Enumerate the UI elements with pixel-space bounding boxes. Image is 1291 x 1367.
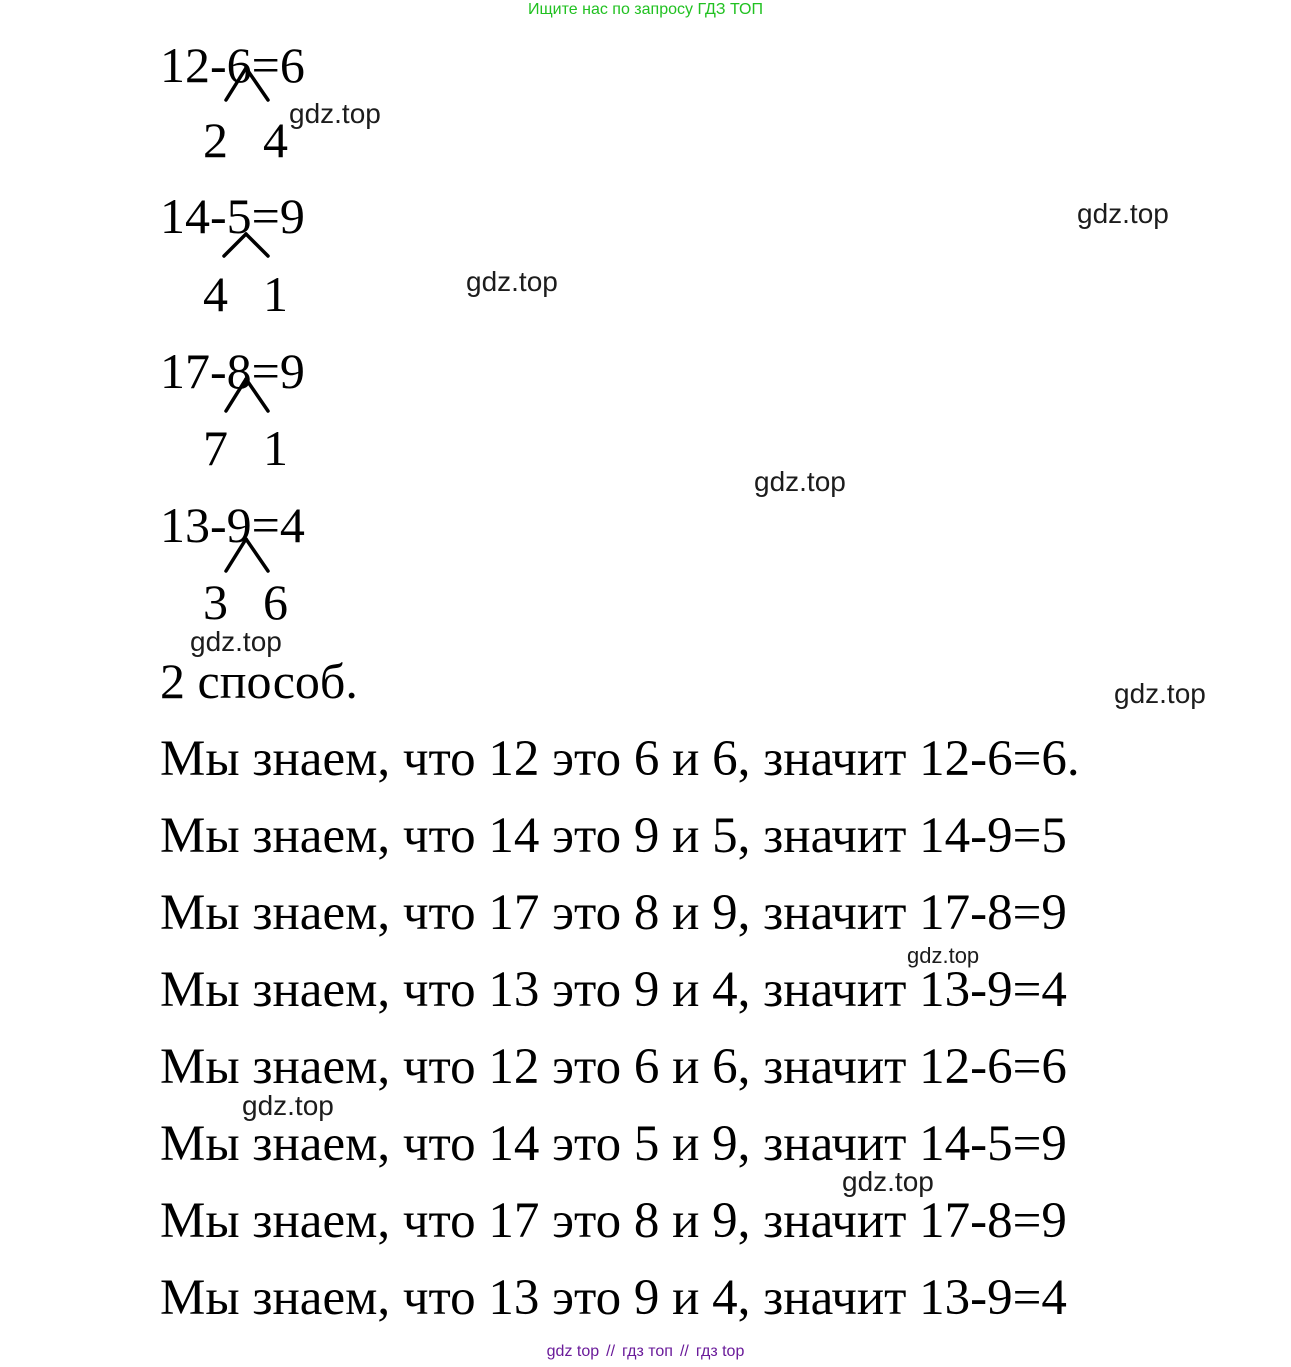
watermark: gdz.top xyxy=(242,1090,334,1121)
sentence: Мы знаем, что 12 это 6 и 6, значит 12-6=6 xyxy=(160,1039,1067,1095)
sentence: Мы знаем, что 14 это 9 и 5, значит 14-9=5 xyxy=(160,808,1067,864)
watermark: gdz.top xyxy=(289,98,381,129)
decomposition-branch xyxy=(220,377,272,413)
watermark: gdz.top xyxy=(907,943,980,968)
decomposition-branch xyxy=(220,537,272,573)
sentence: Мы знаем, что 13 это 9 и 4, значит 13-9=4 xyxy=(160,962,1067,1018)
decomposition-part: 4 xyxy=(203,266,228,322)
decomposition-part: 3 xyxy=(203,574,228,630)
footer-links xyxy=(0,1343,1291,1361)
decomposition-part: 6 xyxy=(263,574,288,630)
footer-link[interactable]: гдз top xyxy=(695,1343,745,1360)
sentence: Мы знаем, что 17 это 8 и 9, значит 17-8=9 xyxy=(160,885,1067,941)
decomposition-part: 1 xyxy=(263,266,288,322)
decomposition-part: 1 xyxy=(263,420,288,476)
watermark: gdz.top xyxy=(1077,198,1169,229)
equation: 14-5=9 xyxy=(160,188,305,244)
watermark: gdz.top xyxy=(842,1166,934,1197)
sentence: Мы знаем, что 14 это 5 и 9, значит 14-5=9 xyxy=(160,1116,1067,1172)
watermark: gdz.top xyxy=(1114,678,1206,709)
watermark: gdz.top xyxy=(466,266,558,297)
watermark: gdz.top xyxy=(754,466,846,497)
method-2-heading: 2 способ. xyxy=(160,653,358,709)
footer-separator: // xyxy=(606,1343,616,1360)
decomposition-branch xyxy=(220,66,272,102)
decomposition-part: 4 xyxy=(263,112,288,168)
sentence: Мы знаем, что 13 это 9 и 4, значит 13-9=4 xyxy=(160,1270,1067,1326)
decomposition-branch xyxy=(220,232,272,258)
footer-link[interactable]: gdz top xyxy=(546,1343,600,1360)
equation: 13-9=4 xyxy=(160,497,305,553)
footer-separator: // xyxy=(679,1343,689,1360)
sentence: Мы знаем, что 12 это 6 и 6, значит 12-6=6. xyxy=(160,731,1080,787)
search-hint-banner: Ищите нас по запросу ГДЗ ТОП xyxy=(528,1,763,18)
sentence: Мы знаем, что 17 это 8 и 9, значит 17-8=9 xyxy=(160,1193,1067,1249)
equation: 17-8=9 xyxy=(160,343,305,399)
equation: 12-6=6 xyxy=(160,37,305,93)
watermark: gdz.top xyxy=(190,626,282,657)
decomposition-part: 7 xyxy=(203,420,228,476)
footer-link[interactable]: гдз топ xyxy=(622,1343,673,1360)
decomposition-part: 2 xyxy=(203,112,228,168)
